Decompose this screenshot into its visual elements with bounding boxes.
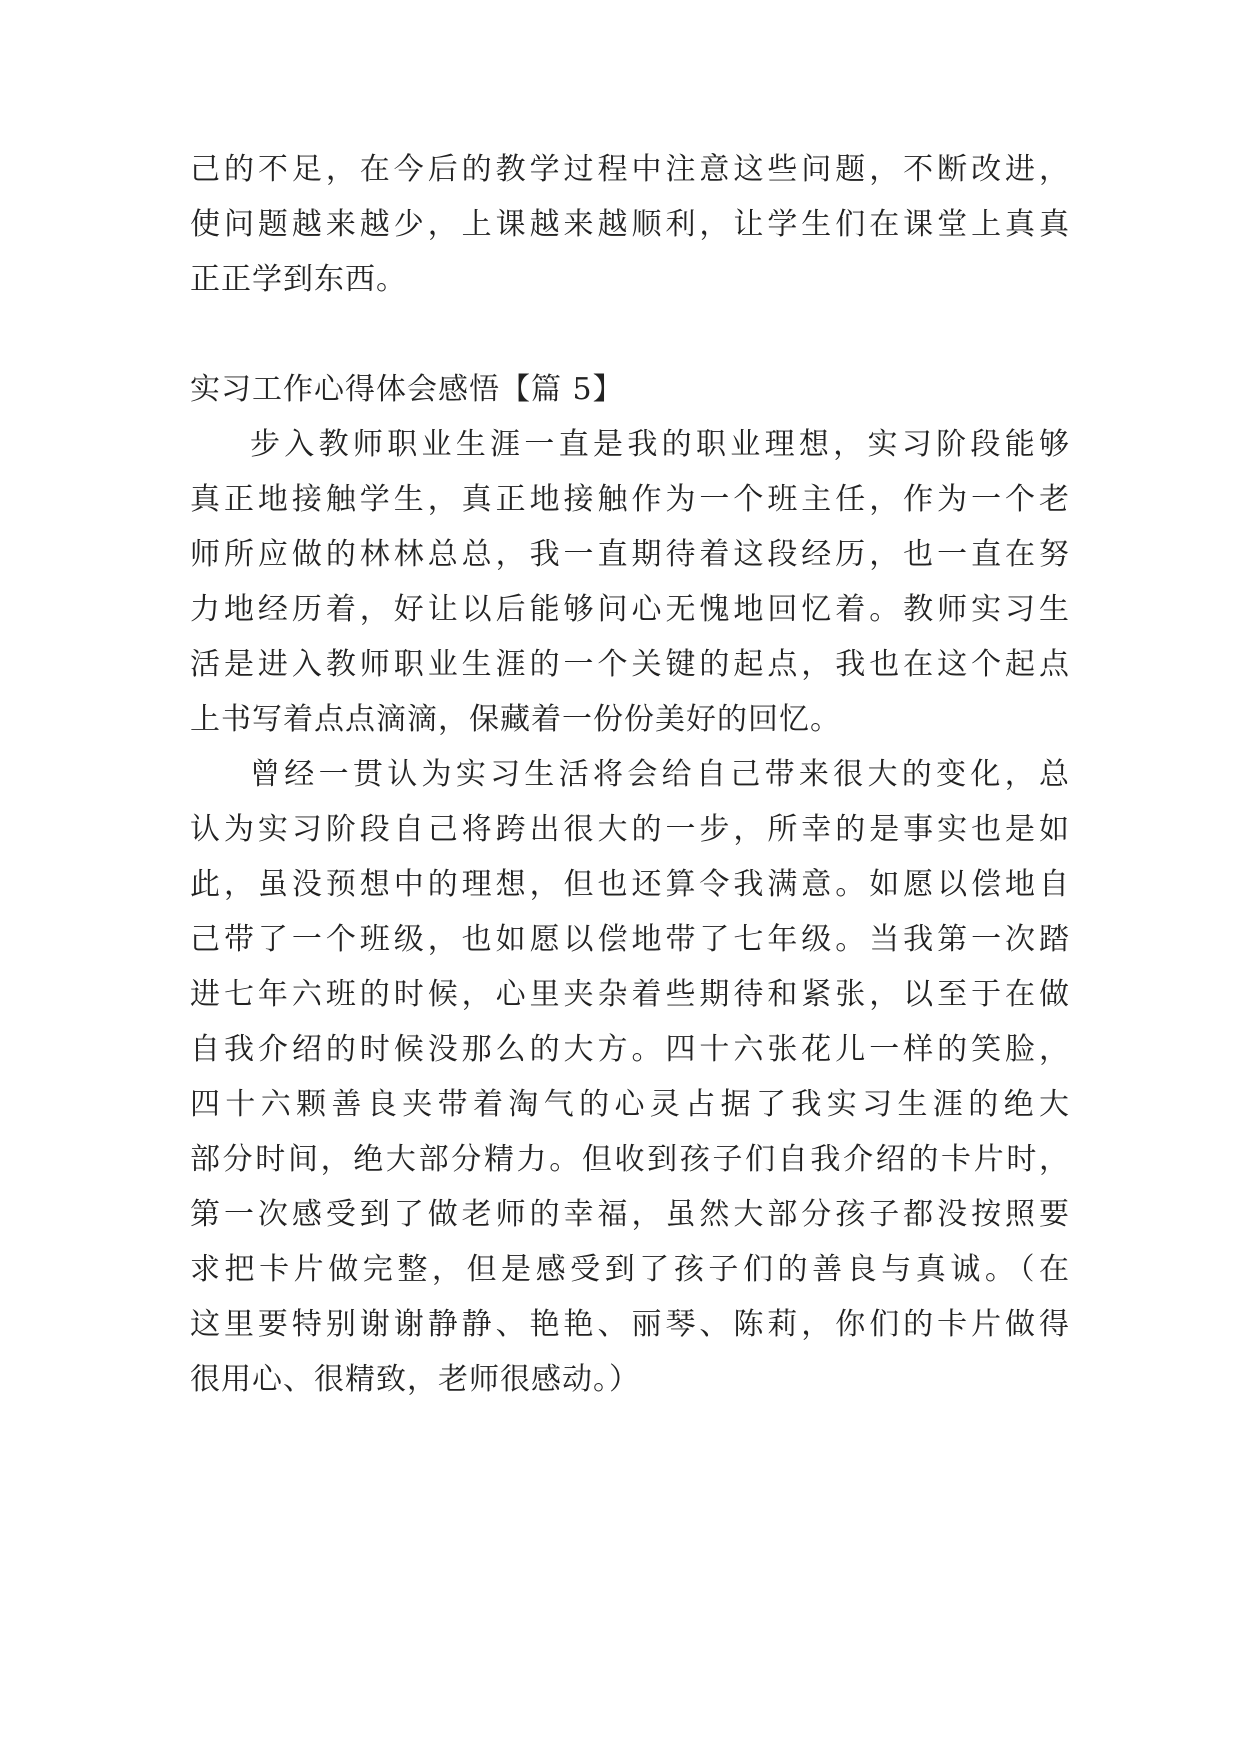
text-line: 四十六颗善良夹带着淘气的心灵占据了我实习生涯的绝大 bbox=[190, 1087, 1070, 1122]
text-line: 求把卡片做完整，但是感受到了孩子们的善良与真诚。（在 bbox=[190, 1252, 1070, 1287]
text-line: 进七年六班的时候，心里夹杂着些期待和紧张，以至于在做 bbox=[190, 977, 1070, 1012]
text-line: 真正地接触学生，真正地接触作为一个班主任，作为一个老 bbox=[190, 482, 1070, 517]
text-line: 使问题越来越少，上课越来越顺利，让学生们在课堂上真真 bbox=[190, 207, 1070, 242]
text-line: 认为实习阶段自己将跨出很大的一步，所幸的是事实也是如 bbox=[190, 812, 1070, 847]
text-line: 曾经一贯认为实习生活将会给自己带来很大的变化，总 bbox=[250, 757, 1070, 792]
text-line: 部分时间，绝大部分精力。但收到孩子们自我介绍的卡片时， bbox=[190, 1142, 1070, 1177]
text-line: 己的不足，在今后的教学过程中注意这些问题，不断改进， bbox=[190, 152, 1070, 187]
text-line: 力地经历着，好让以后能够问心无愧地回忆着。教师实习生 bbox=[190, 592, 1070, 627]
text-line: 己带了一个班级，也如愿以偿地带了七年级。当我第一次踏 bbox=[190, 922, 1070, 957]
text-line: 此，虽没预想中的理想，但也还算令我满意。如愿以偿地自 bbox=[190, 867, 1070, 902]
text-line: 上书写着点点滴滴，保藏着一份份美好的回忆。 bbox=[190, 702, 841, 737]
text-line: 师所应做的林林总总，我一直期待着这段经历，也一直在努 bbox=[190, 537, 1070, 572]
text-line: 活是进入教师职业生涯的一个关键的起点，我也在这个起点 bbox=[190, 647, 1070, 682]
text-line: 自我介绍的时候没那么的大方。四十六张花儿一样的笑脸， bbox=[190, 1032, 1070, 1067]
text-line: 正正学到东西。 bbox=[190, 262, 407, 297]
section-heading: 实习工作心得体会感悟【篇 5】 bbox=[190, 372, 624, 407]
text-line: 很用心、很精致，老师很感动。） bbox=[190, 1362, 640, 1397]
text-line: 步入教师职业生涯一直是我的职业理想，实习阶段能够 bbox=[250, 427, 1070, 462]
text-line: 第一次感受到了做老师的幸福，虽然大部分孩子都没按照要 bbox=[190, 1197, 1070, 1232]
text-line: 这里要特别谢谢静静、艳艳、丽琴、陈莉，你们的卡片做得 bbox=[190, 1307, 1070, 1342]
